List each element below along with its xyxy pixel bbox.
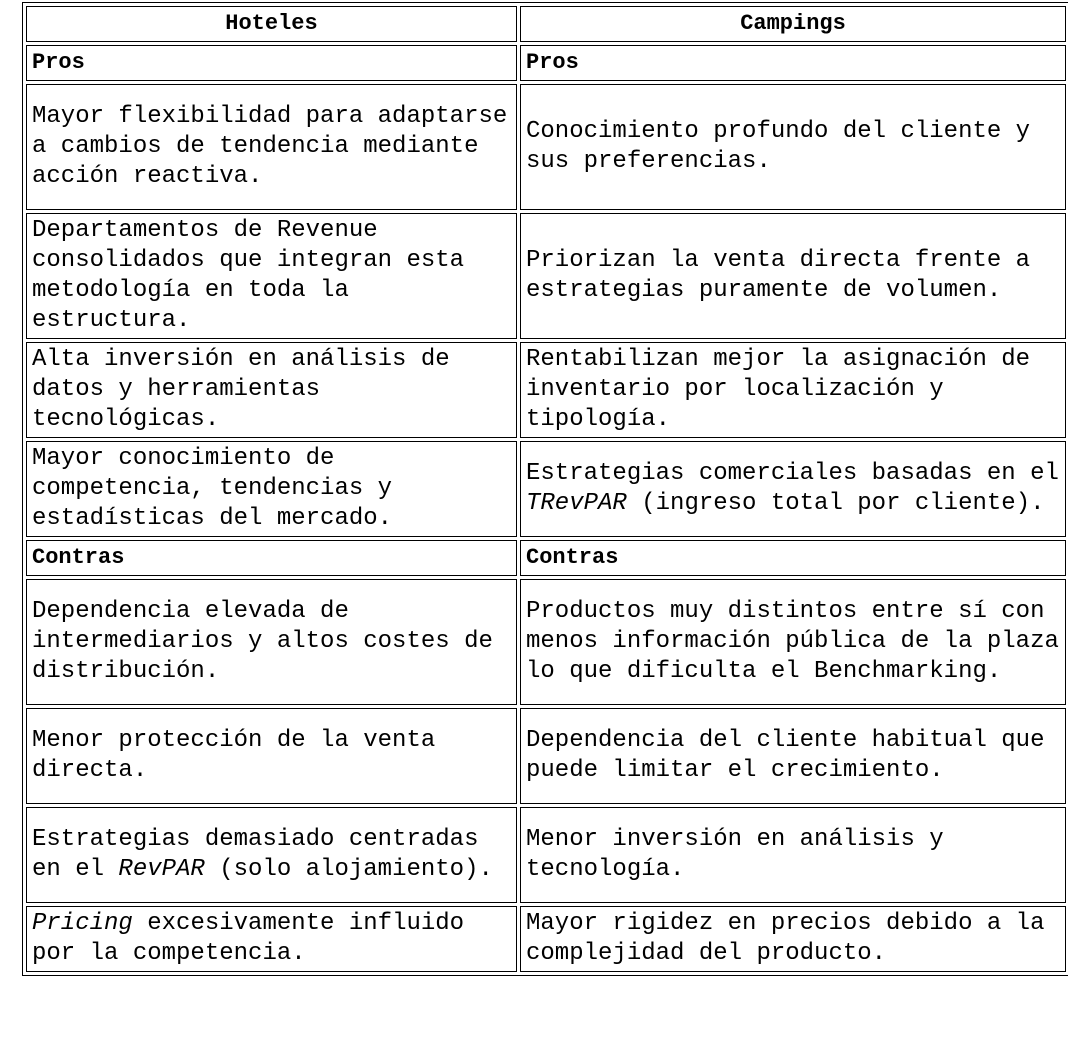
pros-hotel-cell (26, 342, 517, 438)
contras-row (26, 906, 1066, 972)
cell-text: Dependencia del cliente habitual que puede limitar el crecimiento. (526, 727, 1045, 784)
contras-hotel-cell (26, 906, 517, 972)
contras-camping-cell (520, 708, 1066, 804)
contras-hotel-cell (26, 579, 517, 705)
cell-text: Rentabilizan mejor la asignación de inventario por localización y tipología. (526, 346, 1031, 433)
contras-row (26, 708, 1066, 804)
table-body (26, 45, 1066, 972)
pros-row (26, 213, 1066, 339)
cell-text: Estrategias comerciales basadas en el (526, 460, 1059, 487)
pros-section-row (26, 45, 1066, 81)
cell-text: Productos muy distintos entre sí con menos información pública de la plaza lo que dificulta el Benchmarking. (526, 598, 1059, 685)
cell-text: Dependencia elevada de intermediarios y altos costes de distribución. (32, 598, 493, 685)
contras-hotel-cell (26, 708, 517, 804)
contras-label-hoteles: Contras (26, 540, 517, 576)
pros-camping-cell (520, 441, 1066, 537)
cell-text: Menor inversión en análisis y tecnología. (526, 826, 944, 883)
italic-term: TRevPAR (526, 490, 627, 517)
pros-camping-cell (520, 213, 1066, 339)
cell-text: excesivamente influido por la competencia. (32, 910, 465, 967)
cell-text: Mayor flexibilidad para adaptarse a cambios de tendencia mediante acción reactiva. (32, 103, 508, 190)
pros-label-hoteles: Pros (26, 45, 517, 81)
pros-hotel-cell (26, 213, 517, 339)
italic-term: RevPAR (118, 856, 205, 883)
cell-text: Mayor rigidez en precios debido a la complejidad del producto. (526, 910, 1045, 967)
contras-section-row (26, 540, 1066, 576)
contras-row (26, 807, 1066, 903)
pros-row (26, 441, 1066, 537)
cell-text: Menor protección de la venta directa. (32, 727, 436, 784)
cell-text: Alta inversión en análisis de datos y herramientas tecnológicas. (32, 346, 450, 433)
cell-text: Estrategias demasiado centradas en el (32, 826, 479, 883)
pros-row (26, 342, 1066, 438)
pros-camping-cell (520, 342, 1066, 438)
pros-label-campings: Pros (520, 45, 1066, 81)
cell-text: Priorizan la venta directa frente a estrategias puramente de volumen. (526, 247, 1031, 304)
cell-text: Departamentos de Revenue consolidados que integran esta metodología en toda la estructura. (32, 217, 465, 334)
cell-text: (ingreso total por cliente). (626, 490, 1045, 517)
cell-text: (solo alojamiento). (204, 856, 493, 883)
contras-camping-cell (520, 906, 1066, 972)
contras-hotel-cell (26, 807, 517, 903)
header-campings: Campings (520, 6, 1066, 42)
contras-camping-cell (520, 579, 1066, 705)
comparison-table (22, 2, 1068, 976)
pros-camping-cell (520, 84, 1066, 210)
pros-row (26, 84, 1066, 210)
pros-hotel-cell (26, 441, 517, 537)
cell-text: Conocimiento profundo del cliente y sus preferencias. (526, 118, 1031, 175)
pros-hotel-cell (26, 84, 517, 210)
contras-camping-cell (520, 807, 1066, 903)
italic-term: Pricing (32, 910, 133, 937)
contras-label-campings: Contras (520, 540, 1066, 576)
contras-row (26, 579, 1066, 705)
header-hoteles: Hoteles (26, 6, 517, 42)
header-row (26, 6, 1066, 42)
cell-text: Mayor conocimiento de competencia, tendencias y estadísticas del mercado. (32, 445, 393, 532)
